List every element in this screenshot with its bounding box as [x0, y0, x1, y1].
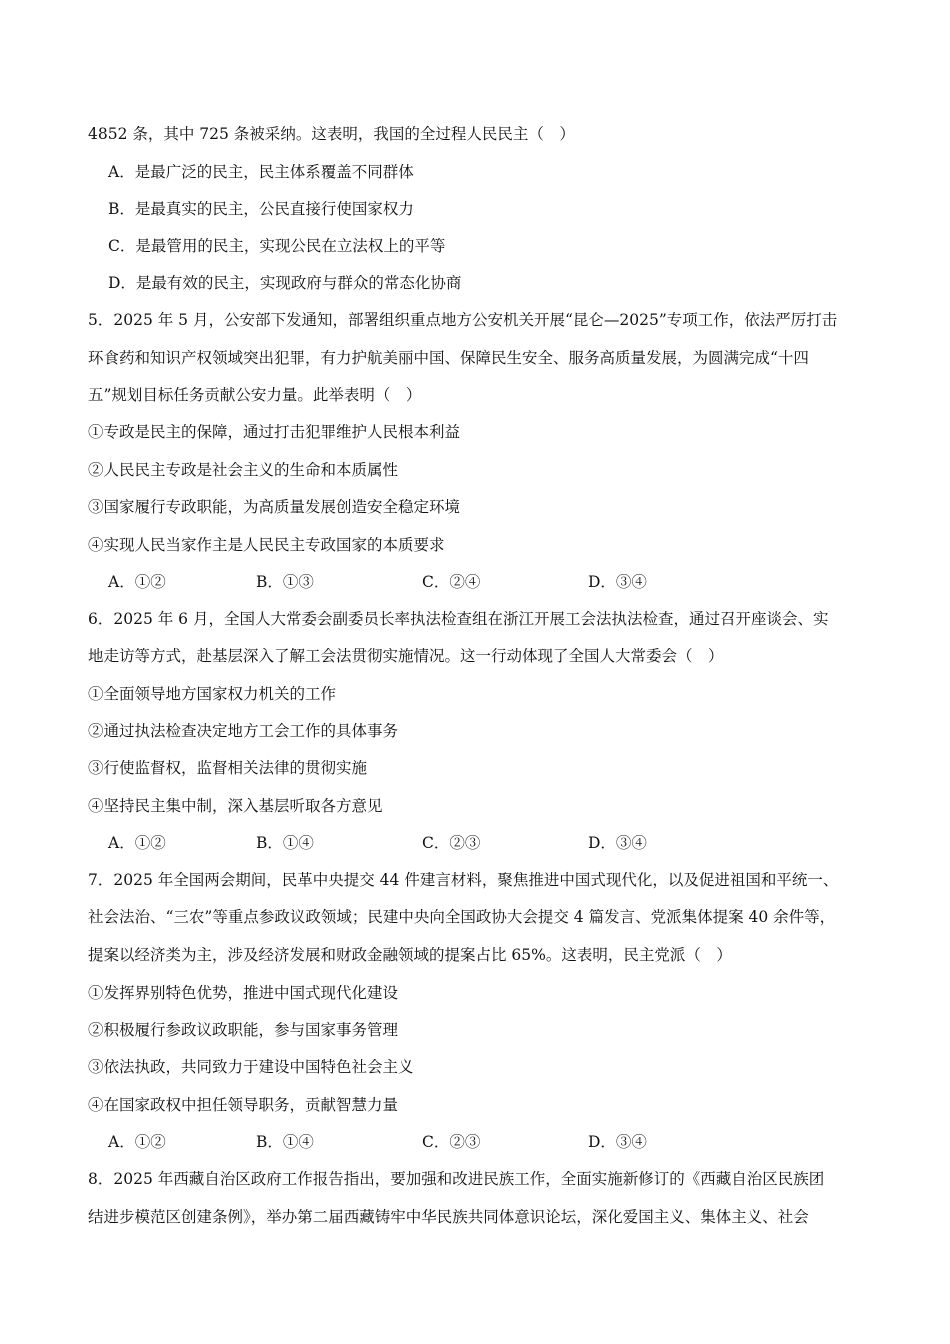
q7-choice-b: B．①④ [256, 1133, 314, 1151]
q6-stem-line-1: 6．2025 年 6 月，全国人大常委会副委员长率执法检查组在浙江开展工会法执法检查，通过召开座谈会、实 [88, 610, 829, 628]
q7-item-1: ①发挥界别特色优势，推进中国式现代化建设 [88, 984, 399, 1002]
q6-choices [108, 833, 647, 853]
q5-item-1: ①专政是民主的保障，通过打击犯罪维护人民根本利益 [88, 423, 461, 441]
q5-choices [108, 572, 647, 592]
q7-item-3: ③依法执政，共同致力于建设中国特色社会主义 [88, 1058, 414, 1076]
q6-choice-c: C．②③ [422, 834, 481, 852]
q4-option-b: B．是最真实的民主，公民直接行使国家权力 [108, 200, 414, 218]
q5-choice-d: D．③④ [588, 573, 647, 591]
q6-choice-a: A．①② [108, 834, 166, 852]
q4-stem-tail: 4852 条，其中 725 条被采纳。这表明，我国的全过程人民民主（ ） [88, 125, 575, 143]
q7-stem-line-1: 7．2025 年全国两会期间，民革中央提交 44 件建言材料，聚焦推进中国式现代化，以及促进祖国和平统一、 [88, 871, 839, 889]
q4-option-a: A．是最广泛的民主，民主体系覆盖不同群体 [108, 163, 414, 181]
q8-stem-line-1: 8．2025 年西藏自治区政府工作报告指出，要加强和改进民族工作，全面实施新修订的《西藏自治区民族团 [88, 1170, 825, 1188]
q5-item-2: ②人民民主专政是社会主义的生命和本质属性 [88, 461, 399, 479]
q6-stem-line-2: 地走访等方式，赴基层深入了解工会法贯彻实施情况。这一行动体现了全国人大常委会（ ） [88, 647, 724, 665]
q5-choice-c: C．②④ [422, 573, 481, 591]
q5-stem-line-2: 环食药和知识产权领域突出犯罪，有力护航美丽中国、保障民生安全、服务高质量发展，为圆满完成“十四 [88, 349, 809, 367]
q4-option-d: D．是最有效的民主，实现政府与群众的常态化协商 [108, 274, 462, 292]
q5-stem-line-3: 五”规划目标任务贡献公安力量。此举表明（ ） [88, 386, 422, 404]
q5-choice-a: A．①② [108, 573, 166, 591]
q7-item-4: ④在国家政权中担任领导职务，贡献智慧力量 [88, 1096, 399, 1114]
q6-item-1: ①全面领导地方国家权力机关的工作 [88, 685, 337, 703]
q6-item-3: ③行使监督权，监督相关法律的贯彻实施 [88, 759, 368, 777]
q5-item-3: ③国家履行专政职能，为高质量发展创造安全稳定环境 [88, 498, 461, 516]
q7-choice-d: D．③④ [588, 1133, 647, 1151]
q4-option-c: C．是最管用的民主，实现公民在立法权上的平等 [108, 237, 446, 255]
q7-stem-line-2: 社会法治、“三农”等重点参政议政领域；民建中央向全国政协大会提交 4 篇发言、党派集体提案 40 余件等， [88, 908, 836, 926]
q8-stem-line-2: 结进步模范区创建条例》，举办第二届西藏铸牢中华民族共同体意识论坛，深化爱国主义、集体主义、社会 [88, 1208, 809, 1226]
q5-choice-b: B．①③ [256, 573, 314, 591]
q5-item-4: ④实现人民当家作主是人民民主专政国家的本质要求 [88, 536, 445, 554]
q6-choice-b: B．①④ [256, 834, 314, 852]
q7-stem-line-3: 提案以经济类为主，涉及经济发展和财政金融领域的提案占比 65%。这表明，民主党派（ ） [88, 946, 732, 964]
q6-item-4: ④坚持民主集中制，深入基层听取各方意见 [88, 797, 383, 815]
q7-choices [108, 1132, 647, 1152]
q7-item-2: ②积极履行参政议政职能，参与国家事务管理 [88, 1021, 399, 1039]
q7-choice-a: A．①② [108, 1133, 166, 1151]
q6-choice-d: D．③④ [588, 834, 647, 852]
q6-item-2: ②通过执法检查决定地方工会工作的具体事务 [88, 722, 399, 740]
q7-choice-c: C．②③ [422, 1133, 481, 1151]
q5-stem-line-1: 5．2025 年 5 月，公安部下发通知，部署组织重点地方公安机关开展“昆仑—2025”专项工作，依法严厉打击 [88, 311, 838, 329]
